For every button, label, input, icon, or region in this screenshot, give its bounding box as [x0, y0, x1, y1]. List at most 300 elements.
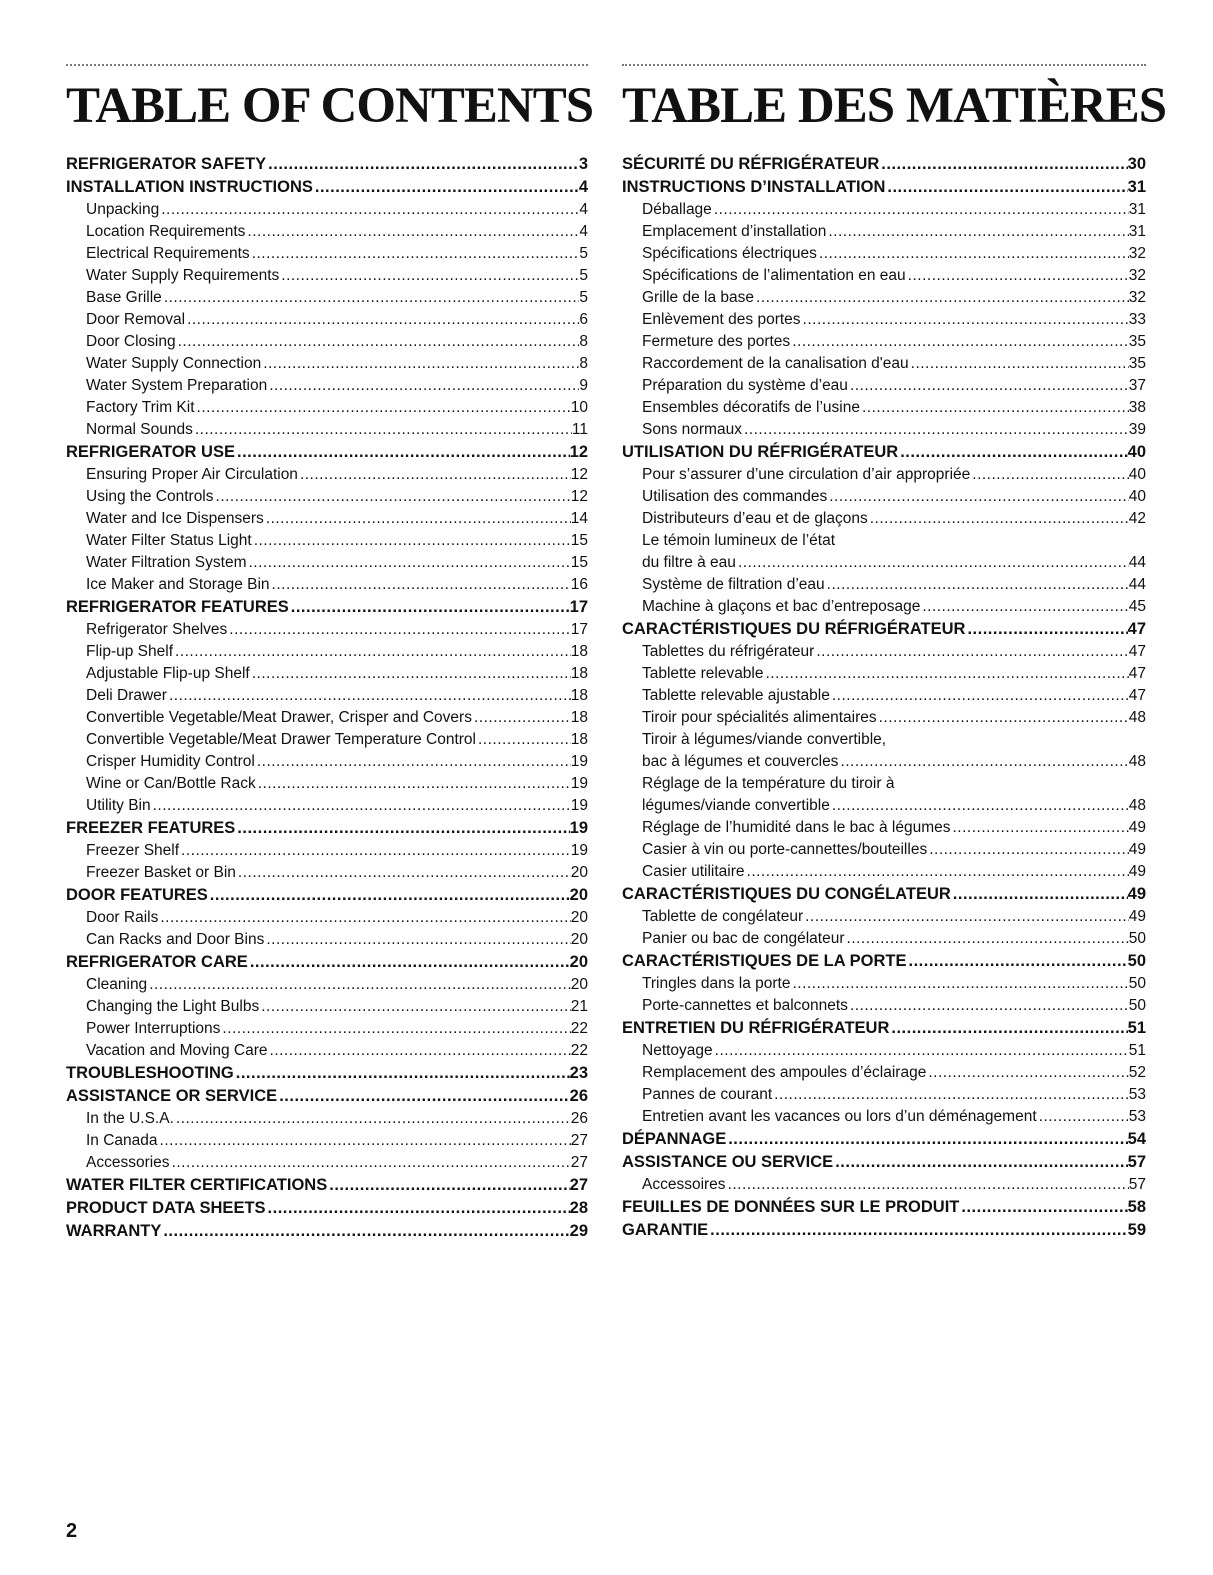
toc-entry-label: REFRIGERATOR CARE: [66, 953, 248, 971]
toc-entry-label: Convertible Vegetable/Meat Drawer, Crisper and Covers: [86, 709, 472, 726]
toc-page-number: 18: [570, 731, 588, 748]
dot-leader: [472, 707, 571, 729]
toc-subentry: [66, 574, 588, 596]
toc-subentry: [66, 397, 588, 419]
toc-section-heading: [66, 176, 588, 199]
toc-page-number: 33: [1128, 311, 1146, 328]
toc-page-number: 19: [570, 797, 588, 814]
dot-leader: [266, 1197, 570, 1220]
toc-page-number: 58: [1127, 1198, 1146, 1216]
toc-subentry: [66, 619, 588, 641]
toc-page-number: 44: [1128, 576, 1146, 593]
toc-section-heading: [622, 950, 1146, 973]
dot-leader: [814, 641, 1128, 663]
dot-leader: [255, 751, 571, 773]
dot-leader: [234, 1062, 570, 1085]
toc-page-number: 16: [570, 576, 588, 593]
toc-entry-label: Wine or Can/Bottle Rack: [86, 775, 256, 792]
toc-page-number: 47: [1128, 643, 1146, 660]
toc-section-heading: [622, 153, 1146, 176]
toc-entry-label: Adjustable Flip-up Shelf: [86, 665, 250, 682]
toc-page-number: 8: [579, 333, 588, 350]
dot-leader: [313, 176, 579, 199]
dot-leader: [959, 1196, 1127, 1219]
toc-page-number: 59: [1127, 1221, 1146, 1239]
toc-page-number: 10: [570, 399, 588, 416]
toc-list-french: [622, 153, 1146, 1242]
dot-leader: [712, 199, 1129, 221]
toc-page-number: 5: [579, 267, 588, 284]
toc-subentry: [622, 486, 1146, 508]
toc-page-number: 32: [1128, 245, 1146, 262]
toc-entry-label: Entretien avant les vacances ou lors d’un déménagement: [642, 1108, 1037, 1125]
dot-leader: [250, 243, 580, 265]
toc-subentry: [66, 974, 588, 996]
dot-leader: [868, 508, 1129, 530]
toc-subentry: [622, 397, 1146, 419]
toc-page-number: 42: [1128, 510, 1146, 527]
toc-page-number: 14: [570, 510, 588, 527]
toc-subentry: [622, 221, 1146, 243]
toc-entry-label-line1: Tiroir à légumes/viande convertible,: [642, 731, 887, 748]
dot-leader: [235, 441, 570, 464]
dot-leader: [889, 1017, 1127, 1040]
toc-entry-label: bac à légumes et couvercles: [642, 753, 839, 770]
toc-page-number: 31: [1127, 178, 1146, 196]
toc-section-heading: [66, 596, 588, 619]
toc-page-number: 48: [1128, 753, 1146, 770]
toc-subentry: [622, 1084, 1146, 1106]
toc-page-number: 8: [579, 355, 588, 372]
toc-subentry: [622, 817, 1146, 839]
toc-subentry: [622, 906, 1146, 928]
toc-page-number: 48: [1128, 797, 1146, 814]
toc-subentry: [622, 552, 1146, 574]
toc-page-number: 35: [1128, 333, 1146, 350]
toc-entry-label: Réglage de l’humidité dans le bac à légumes: [642, 819, 951, 836]
toc-page-number: 23: [569, 1064, 588, 1082]
toc-subentry: [66, 552, 588, 574]
toc-entry-label: Location Requirements: [86, 223, 246, 240]
toc-page-number: 5: [579, 289, 588, 306]
toc-entry-label: FREEZER FEATURES: [66, 819, 236, 837]
toc-subentry: [622, 707, 1146, 729]
dot-leader: [208, 884, 570, 907]
toc-entry-label: Water Supply Connection: [86, 355, 262, 372]
toc-page-number: 21: [570, 998, 588, 1015]
toc-page-number: 57: [1128, 1176, 1146, 1193]
toc-entry-label: du filtre à eau: [642, 554, 736, 571]
dot-leader: [264, 929, 570, 951]
toc-page-number: 51: [1127, 1019, 1146, 1037]
dot-leader: [247, 552, 571, 574]
toc-entry-label: Normal Sounds: [86, 421, 193, 438]
dot-leader: [927, 839, 1129, 861]
toc-subentry: [622, 199, 1146, 221]
toc-page-number: 53: [1128, 1086, 1146, 1103]
toc-entry-label: Changing the Light Bulbs: [86, 998, 260, 1015]
toc-entry-label: Casier à vin ou porte-cannettes/bouteilles: [642, 841, 928, 858]
toc-entry-label: Tablette de congélateur: [642, 908, 804, 925]
dot-leader: [167, 685, 571, 707]
toc-page-number: 50: [1127, 952, 1146, 970]
toc-subentry: [622, 973, 1146, 995]
toc-entry-label: WATER FILTER CERTIFICATIONS: [66, 1176, 328, 1194]
toc-entry-label: INSTRUCTIONS D’INSTALLATION: [622, 178, 886, 196]
toc-subentry: [66, 996, 588, 1018]
toc-page-number: 40: [1128, 488, 1146, 505]
toc-subentry: [622, 795, 1146, 817]
toc-entry-label: Deli Drawer: [86, 687, 167, 704]
dot-leader: [790, 331, 1129, 353]
toc-entry-label: Door Removal: [86, 311, 186, 328]
toc-subentry: [66, 199, 588, 221]
dot-leader: [826, 221, 1128, 243]
toc-subentry: [66, 309, 588, 331]
toc-subentry: [622, 751, 1146, 773]
toc-entry-label: Factory Trim Kit: [86, 399, 195, 416]
toc-page-number: 53: [1128, 1108, 1146, 1125]
dot-leader: [261, 353, 579, 375]
toc-entry-label: Power Interruptions: [86, 1020, 221, 1037]
toc-entry-label: Fermeture des portes: [642, 333, 791, 350]
toc-entry-label: Vacation and Moving Care: [86, 1042, 268, 1059]
toc-entry-label: CARACTÉRISTIQUES DU RÉFRIGÉRATEUR: [622, 620, 966, 638]
toc-entry-label: DÉPANNAGE: [622, 1130, 727, 1148]
toc-page-number: 18: [570, 687, 588, 704]
page-number: 2: [66, 1520, 78, 1542]
dot-leader: [726, 1174, 1129, 1196]
toc-entry-label: légumes/viande convertible: [642, 797, 830, 814]
toc-entry-label: Tablette relevable: [642, 665, 764, 682]
toc-page-number: 30: [1127, 155, 1146, 173]
toc-subentry: [66, 862, 588, 884]
toc-page-number: 3: [578, 155, 588, 173]
dot-leader: [227, 619, 570, 641]
toc-section-heading: [622, 441, 1146, 464]
toc-subentry: [622, 419, 1146, 441]
toc-section-heading: [66, 1174, 588, 1197]
toc-subentry: [66, 486, 588, 508]
toc-page-number: 20: [569, 953, 588, 971]
toc-subentry: [66, 265, 588, 287]
page-title-english: TABLE OF CONTENTS: [66, 78, 594, 134]
toc-subentry: [622, 287, 1146, 309]
toc-page-number: 40: [1127, 443, 1146, 461]
dot-leader: [909, 353, 1129, 375]
toc-page-number: 27: [570, 1132, 588, 1149]
toc-subentry: [66, 641, 588, 663]
toc-page-number: 47: [1127, 620, 1146, 638]
toc-entry-label: Tablettes du réfrigérateur: [642, 643, 815, 660]
dot-leader: [879, 153, 1127, 176]
toc-section-heading: [66, 441, 588, 464]
toc-entry-label: Utilisation des commandes: [642, 488, 828, 505]
toc-subentry: [66, 353, 588, 375]
toc-subentry: [66, 508, 588, 530]
dot-leader: [970, 464, 1128, 486]
toc-page-number: 5: [579, 245, 588, 262]
toc-page-number: 20: [569, 886, 588, 904]
toc-entry-label: Flip-up Shelf: [86, 643, 174, 660]
dot-leader: [289, 596, 570, 619]
toc-entry-label: Accessories: [86, 1154, 170, 1171]
toc-page-number: 26: [570, 1110, 588, 1127]
dot-leader: [220, 1018, 570, 1040]
toc-page-number: 35: [1128, 355, 1146, 372]
toc-page-number: 39: [1128, 421, 1146, 438]
dot-leader: [907, 950, 1128, 973]
toc-section-heading: [622, 176, 1146, 199]
toc-page-number: 11: [571, 421, 588, 438]
toc-section-heading: [622, 1196, 1146, 1219]
toc-entry-label: INSTALLATION INSTRUCTIONS: [66, 178, 313, 196]
toc-page-number: 18: [570, 643, 588, 660]
toc-entry-label: Freezer Basket or Bin: [86, 864, 236, 881]
toc-subentry: [66, 419, 588, 441]
toc-entry-label: REFRIGERATOR USE: [66, 443, 235, 461]
toc-page-number: 49: [1127, 885, 1146, 903]
toc-subentry: [622, 685, 1146, 707]
toc-page-number: 4: [579, 201, 588, 218]
toc-section-heading: [622, 1219, 1146, 1242]
toc-subentry: [622, 574, 1146, 596]
toc-entry-label: Utility Bin: [86, 797, 151, 814]
toc-entry-label: Spécifications de l’alimentation en eau: [642, 267, 906, 284]
dot-leader: [736, 552, 1129, 574]
toc-subentry: [622, 663, 1146, 685]
toc-entry-label: Spécifications électriques: [642, 245, 817, 262]
toc-subentry: [66, 729, 588, 751]
toc-entry-label: Enlèvement des portes: [642, 311, 801, 328]
toc-section-heading: [66, 1220, 588, 1243]
toc-page-number: 20: [570, 909, 588, 926]
dot-leader: [277, 1085, 569, 1108]
toc-page-number: 19: [569, 819, 588, 837]
dot-leader: [830, 795, 1129, 817]
toc-entry-label: Déballage: [642, 201, 712, 218]
toc-page-number: 28: [569, 1199, 588, 1217]
dot-leader: [926, 1062, 1128, 1084]
toc-page-number: 50: [1128, 975, 1146, 992]
toc-subentry: [622, 265, 1146, 287]
dot-leader: [833, 1151, 1127, 1174]
toc-subentry: [622, 596, 1146, 618]
toc-entry-label: Système de filtration d’eau: [642, 576, 825, 593]
toc-entry-label: DOOR FEATURES: [66, 886, 208, 904]
toc-entry-label: Water Supply Requirements: [86, 267, 280, 284]
toc-subentry: [622, 928, 1146, 950]
toc-subentry: [66, 773, 588, 795]
dot-leader: [270, 574, 571, 596]
dot-leader: [173, 641, 571, 663]
toc-entry-label: Préparation du système d’eau: [642, 377, 848, 394]
dot-leader: [159, 199, 579, 221]
toc-subentry: [622, 508, 1146, 530]
toc-subentry: [622, 464, 1146, 486]
dot-leader: [898, 441, 1127, 464]
toc-page-number: 12: [570, 466, 588, 483]
dot-leader: [745, 861, 1129, 883]
toc-page-number: 40: [1128, 466, 1146, 483]
toc-subentry: [66, 685, 588, 707]
toc-entry-label: In the U.S.A.: [86, 1110, 174, 1127]
dot-leader: [848, 375, 1129, 397]
toc-subentry: [622, 1174, 1146, 1196]
toc-subentry: [66, 530, 588, 552]
toc-entry-multiline: [622, 729, 1146, 773]
dot-leader: [279, 265, 579, 287]
dot-leader: [245, 221, 579, 243]
toc-page-number: 4: [578, 178, 588, 196]
toc-page-number: 12: [569, 443, 588, 461]
toc-page-number: 26: [569, 1087, 588, 1105]
toc-page-number: 47: [1128, 687, 1146, 704]
toc-entry-label: Ensuring Proper Air Circulation: [86, 466, 298, 483]
toc-entry-label: Pour s’assurer d’une circulation d’air appropriée: [642, 466, 971, 483]
dot-leader: [151, 795, 571, 817]
toc-page-number: 4: [579, 223, 588, 240]
toc-entry-label: REFRIGERATOR FEATURES: [66, 598, 289, 616]
toc-page-number: 32: [1128, 267, 1146, 284]
toc-entry-label: SÉCURITÉ DU RÉFRIGÉRATEUR: [622, 155, 880, 173]
toc-subentry: [66, 707, 588, 729]
dot-leader: [801, 309, 1129, 331]
toc-entry-label: Tiroir pour spécialités alimentaires: [642, 709, 877, 726]
toc-entry-label: Ensembles décoratifs de l’usine: [642, 399, 860, 416]
toc-subentry: [622, 375, 1146, 397]
dot-leader: [860, 397, 1129, 419]
toc-section-heading: [622, 1151, 1146, 1174]
toc-entry-label: TROUBLESHOOTING: [66, 1064, 234, 1082]
toc-entry-label: Tablette relevable ajustable: [642, 687, 830, 704]
toc-subentry: [66, 663, 588, 685]
dot-leader: [327, 1174, 569, 1197]
toc-subentry: [66, 1108, 588, 1130]
dot-leader: [476, 729, 571, 751]
toc-page-number: 19: [570, 753, 588, 770]
toc-page-number: 54: [1127, 1130, 1146, 1148]
toc-entry-label: PRODUCT DATA SHEETS: [66, 1199, 266, 1217]
toc-page-number: 15: [570, 554, 588, 571]
dot-leader: [264, 508, 571, 530]
toc-entry-label-line1: Réglage de la température du tiroir à: [642, 775, 895, 792]
dot-leader: [268, 1040, 571, 1062]
toc-subentry: [622, 331, 1146, 353]
toc-page-number: 47: [1128, 665, 1146, 682]
dot-leader: [845, 928, 1129, 950]
dot-leader: [248, 951, 570, 974]
dot-leader: [825, 574, 1129, 596]
dot-leader: [827, 486, 1129, 508]
toc-section-heading: [622, 618, 1146, 641]
dot-leader: [176, 331, 580, 353]
toc-entry-label: Freezer Shelf: [86, 842, 180, 859]
toc-subentry: [622, 995, 1146, 1017]
dot-leader: [252, 530, 571, 552]
dotted-rule: [622, 64, 1146, 66]
dot-leader: [256, 773, 571, 795]
toc-page-number: 49: [1128, 819, 1146, 836]
toc-entry-label: Porte-cannettes et balconnets: [642, 997, 848, 1014]
toc-page-number: 31: [1128, 201, 1146, 218]
toc-entry-label: Nettoyage: [642, 1042, 713, 1059]
toc-entry-multiline: [622, 773, 1146, 817]
dot-leader: [185, 309, 579, 331]
dot-leader: [772, 1084, 1129, 1106]
dot-leader: [195, 397, 571, 419]
toc-section-heading: [66, 1197, 588, 1220]
dot-leader: [170, 1152, 571, 1174]
toc-section-heading: [622, 1128, 1146, 1151]
toc-entry-label: Using the Controls: [86, 488, 214, 505]
toc-subentry: [66, 243, 588, 265]
dot-leader: [174, 1108, 571, 1130]
toc-entry-label: Remplacement des ampoules d’éclairage: [642, 1064, 927, 1081]
toc-entry-label: Crisper Humidity Control: [86, 753, 255, 770]
toc-entry-label: Can Racks and Door Bins: [86, 931, 265, 948]
toc-entry-label: Water System Preparation: [86, 377, 268, 394]
dot-leader: [906, 265, 1129, 287]
dot-leader: [713, 1040, 1129, 1062]
page-title-french: TABLE DES MATIÈRES: [622, 78, 1167, 134]
toc-page-number: 32: [1128, 289, 1146, 306]
dot-leader: [803, 906, 1129, 928]
toc-entry-label: Distributeurs d’eau et de glaçons: [642, 510, 868, 527]
toc-page-number: 31: [1128, 223, 1146, 240]
toc-entry-label: Panier ou bac de congélateur: [642, 930, 845, 947]
toc-entry-label: Electrical Requirements: [86, 245, 250, 262]
dot-leader: [161, 1220, 569, 1243]
toc-subentry: [622, 641, 1146, 663]
toc-section-heading: [66, 153, 588, 176]
dot-leader: [726, 1128, 1127, 1151]
dot-leader: [214, 486, 571, 508]
toc-entry-label: Machine à glaçons et bac d’entreposage: [642, 598, 921, 615]
toc-entry-label: CARACTÉRISTIQUES DU CONGÉLATEUR: [622, 885, 951, 903]
dot-leader: [1037, 1106, 1129, 1128]
toc-page-number: 19: [570, 775, 588, 792]
dot-leader: [965, 618, 1127, 641]
toc-section-heading: [66, 951, 588, 974]
toc-page-number: 37: [1128, 377, 1146, 394]
toc-section-heading: [66, 1062, 588, 1085]
dot-leader: [830, 685, 1129, 707]
toc-page-number: 44: [1128, 554, 1146, 571]
toc-page-number: 20: [570, 976, 588, 993]
toc-section-heading: [66, 1085, 588, 1108]
toc-entry-label: Water and Ice Dispensers: [86, 510, 264, 527]
toc-subentry: [66, 331, 588, 353]
dot-leader: [742, 419, 1129, 441]
toc-subentry: [66, 221, 588, 243]
toc-entry-label: ASSISTANCE OU SERVICE: [622, 1153, 834, 1171]
toc-page-number: 50: [1128, 930, 1146, 947]
toc-page-number: 22: [570, 1020, 588, 1037]
dot-leader: [950, 817, 1128, 839]
toc-entry-label: Base Grille: [86, 289, 162, 306]
toc-subentry: [622, 861, 1146, 883]
dot-leader: [877, 707, 1129, 729]
toc-subentry: [66, 287, 588, 309]
toc-entry-label: Raccordement de la canalisation d'eau: [642, 355, 909, 372]
toc-entry-label: CARACTÉRISTIQUES DE LA PORTE: [622, 952, 907, 970]
toc-page-number: 49: [1128, 908, 1146, 925]
toc-entry-label: WARRANTY: [66, 1222, 162, 1240]
dot-leader: [266, 153, 579, 176]
dot-leader: [236, 862, 571, 884]
toc-page-number: 15: [570, 532, 588, 549]
